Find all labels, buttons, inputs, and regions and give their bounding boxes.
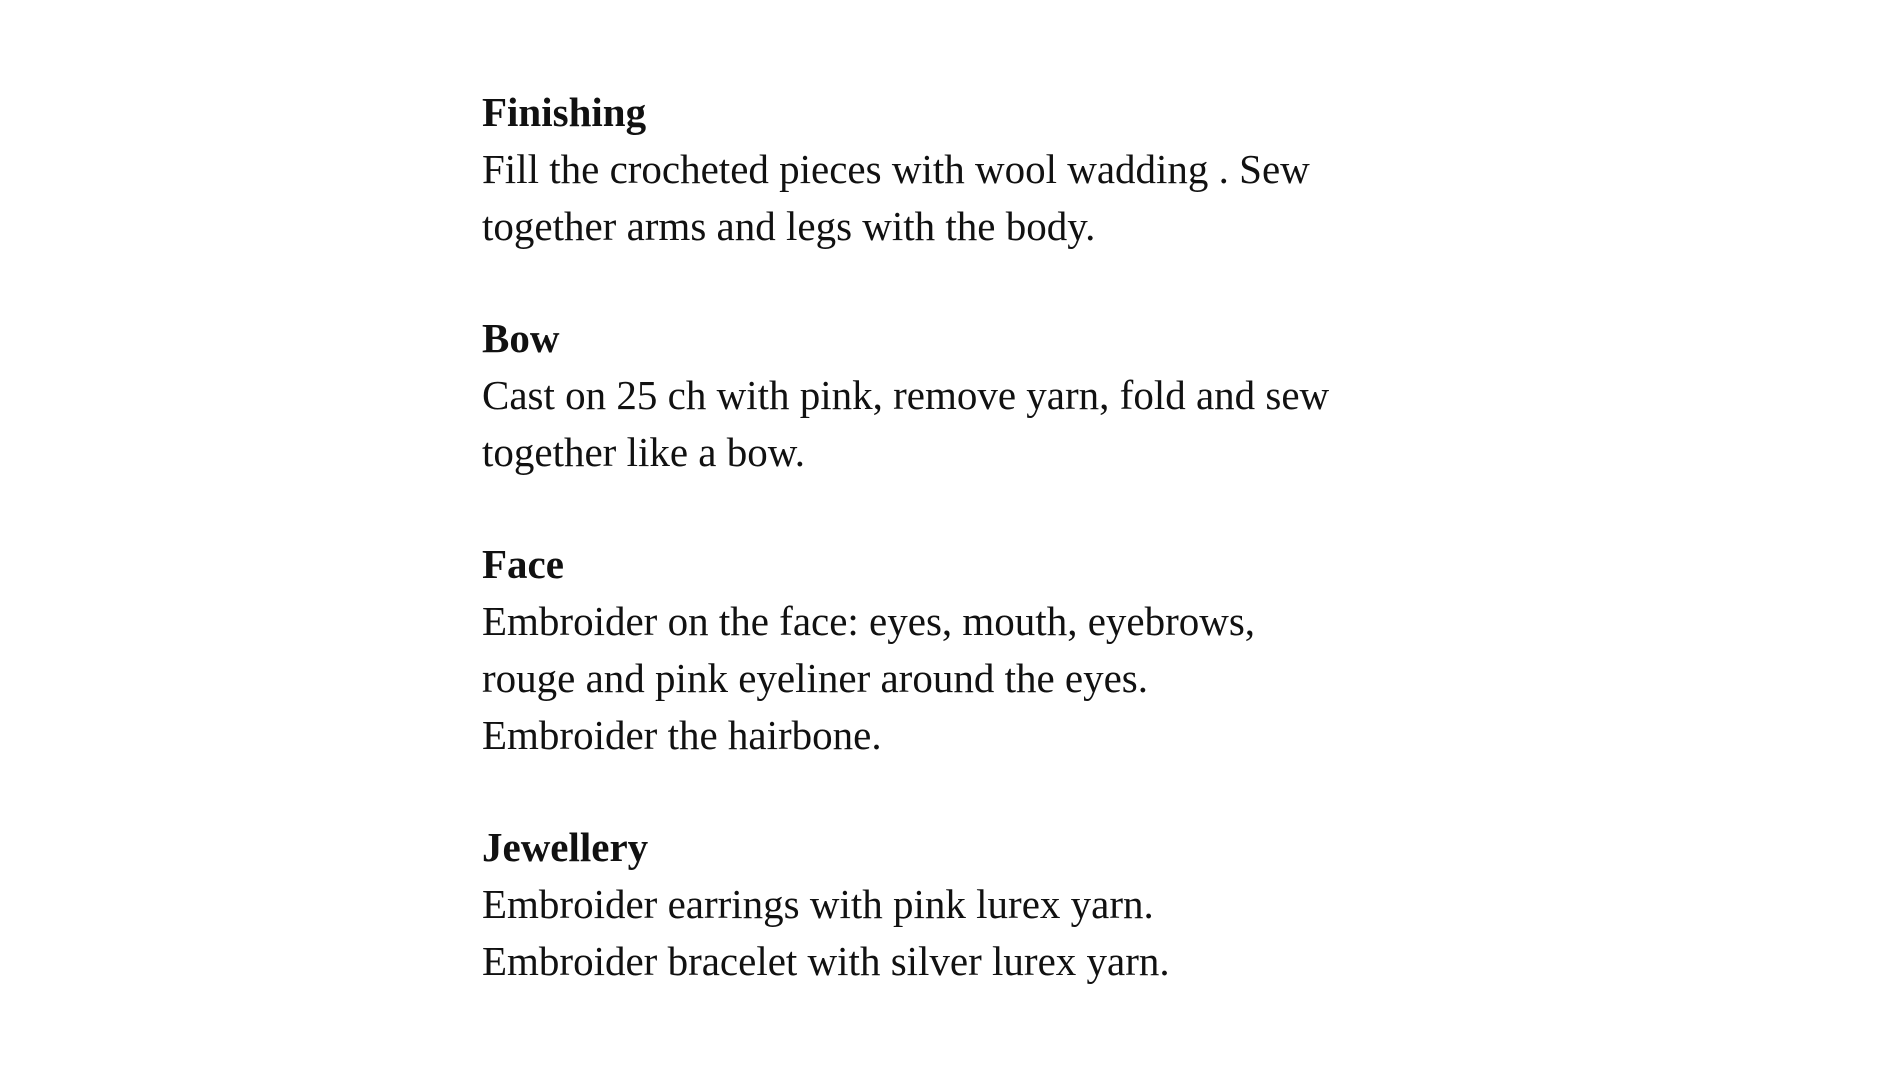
section-heading: Jewellery bbox=[482, 824, 649, 870]
instructions-document bbox=[482, 84, 1482, 1045]
section-heading: Finishing bbox=[482, 89, 647, 135]
section-text-line: Embroider earrings with pink lurex yarn. bbox=[482, 881, 1154, 927]
section-face bbox=[482, 536, 1482, 764]
section-bow bbox=[482, 310, 1482, 481]
section-text-line: Embroider the hairbone. bbox=[482, 712, 882, 758]
section-text-line: Fill the crocheted pieces with wool wadding . Sew bbox=[482, 146, 1310, 192]
section-jewellery bbox=[482, 819, 1482, 990]
section-heading: Bow bbox=[482, 315, 560, 361]
section-heading: Face bbox=[482, 541, 564, 587]
section-text-line: together arms and legs with the body. bbox=[482, 203, 1096, 249]
section-text-line: Embroider on the face: eyes, mouth, eyebrows, bbox=[482, 598, 1256, 644]
section-finishing bbox=[482, 84, 1482, 255]
section-text-line: Cast on 25 ch with pink, remove yarn, fold and sew bbox=[482, 372, 1330, 418]
section-text-line: Embroider bracelet with silver lurex yarn. bbox=[482, 938, 1170, 984]
section-text-line: together like a bow. bbox=[482, 429, 805, 475]
section-text-line: rouge and pink eyeliner around the eyes. bbox=[482, 655, 1149, 701]
